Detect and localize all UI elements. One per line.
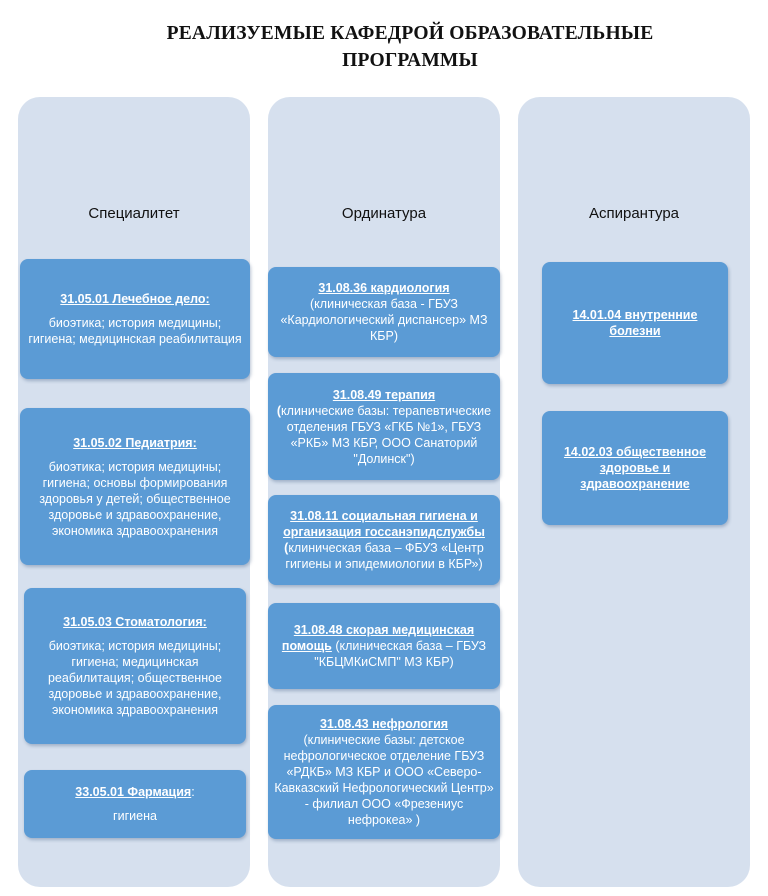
column-header-ordinatura: Ординатура <box>341 205 427 222</box>
column-ordinatura <box>268 97 500 887</box>
program-card-lechebnoe-delo[interactable] <box>20 259 250 379</box>
program-code[interactable]: 31.08.43 нефрология <box>319 717 449 731</box>
column-header-specialitet: Специалитет <box>88 205 180 222</box>
program-code[interactable]: 31.08.11 социальная гигиена и организация госсанэпидслужбы <box>283 509 485 539</box>
desc-open-paren: ( <box>284 541 289 555</box>
program-card-farmaciya[interactable] <box>24 770 246 838</box>
program-card-socialnaya-gigiena[interactable] <box>268 495 500 585</box>
page-title <box>120 20 700 74</box>
program-description-wrap <box>274 540 494 572</box>
program-description: биоэтика; история медицины; гигиена; медицинская реабилитация; общественное здоровье и здравоохранение, экономика здравоохранения <box>47 639 222 717</box>
title-line-2: ПРОГРАММЫ <box>342 50 478 71</box>
program-card-kardiologiya[interactable] <box>268 267 500 357</box>
program-card-obschestvennoe-zdorove[interactable] <box>542 411 728 525</box>
program-code[interactable]: 33.05.01 Фармация <box>75 785 192 799</box>
program-card-vnutrennie-bolezni[interactable] <box>542 262 728 384</box>
program-description: (клинические базы: детское нефрологическое отделение ГБУЗ «РДКБ» МЗ КБР и ООО «Северо-Кавказский Нефрологический Центр» - филиал ООО «Фрезениус нефрокеа» ) <box>274 733 494 827</box>
program-description: (клиническая база - ГБУЗ «Кардиологический диспансер» МЗ КБР) <box>280 297 488 343</box>
program-card-nefrologiya[interactable] <box>268 705 500 839</box>
program-code[interactable]: 14.02.03 общественное здоровье и здравоохранение <box>563 445 707 491</box>
program-card-stomatologiya[interactable] <box>24 588 246 744</box>
title-line-1: РЕАЛИЗУЕМЫЕ КАФЕДРОЙ ОБРАЗОВАТЕЛЬНЫЕ <box>166 23 654 44</box>
program-code[interactable]: 31.05.01 Лечебное дело: <box>60 292 210 306</box>
program-description: биоэтика; история медицины; гигиена; медицинская реабилитация <box>28 316 242 346</box>
program-description: гигиена <box>113 809 157 823</box>
program-card-terapiya[interactable] <box>268 373 500 480</box>
program-description: (клиническая база – ГБУЗ "КБЦМКиСМП" МЗ КБР) <box>314 639 487 669</box>
column-specialitet <box>18 97 250 887</box>
column-header-aspirantura: Аспирантура <box>588 205 680 222</box>
program-text-wrap <box>274 622 494 670</box>
column-aspirantura <box>518 97 750 887</box>
program-description: клиническая база – ФБУЗ «Центр гигиены и эпидемиологии в КБР») <box>285 541 484 571</box>
desc-open-paren: ( <box>276 403 282 418</box>
program-description: биоэтика; история медицины; гигиена; основы формирования здоровья у детей; общественное здоровье и здравоохранение, экономика здравоохранения <box>39 459 231 538</box>
program-description-wrap <box>274 403 494 467</box>
program-code[interactable]: 14.01.04 внутренние болезни <box>572 308 698 338</box>
program-card-skoraya-pomosch[interactable] <box>268 603 500 689</box>
program-code[interactable]: 31.08.48 скорая медицинская помощь <box>281 623 475 653</box>
program-code[interactable]: 31.05.02 Педиатрия: <box>73 435 197 450</box>
program-code[interactable]: 31.08.49 терапия <box>332 387 436 402</box>
program-code-suffix: : <box>191 785 195 799</box>
program-code[interactable]: 31.08.36 кардиология <box>318 281 450 295</box>
program-code[interactable]: 31.05.03 Стоматология: <box>63 615 207 629</box>
program-description: клинические базы: терапевтические отделения ГБУЗ «ГКБ №1», ГБУЗ «РКБ» МЗ КБР, ООО Санаторий "Долинск") <box>281 403 492 466</box>
program-card-pediatriya[interactable] <box>20 408 250 565</box>
